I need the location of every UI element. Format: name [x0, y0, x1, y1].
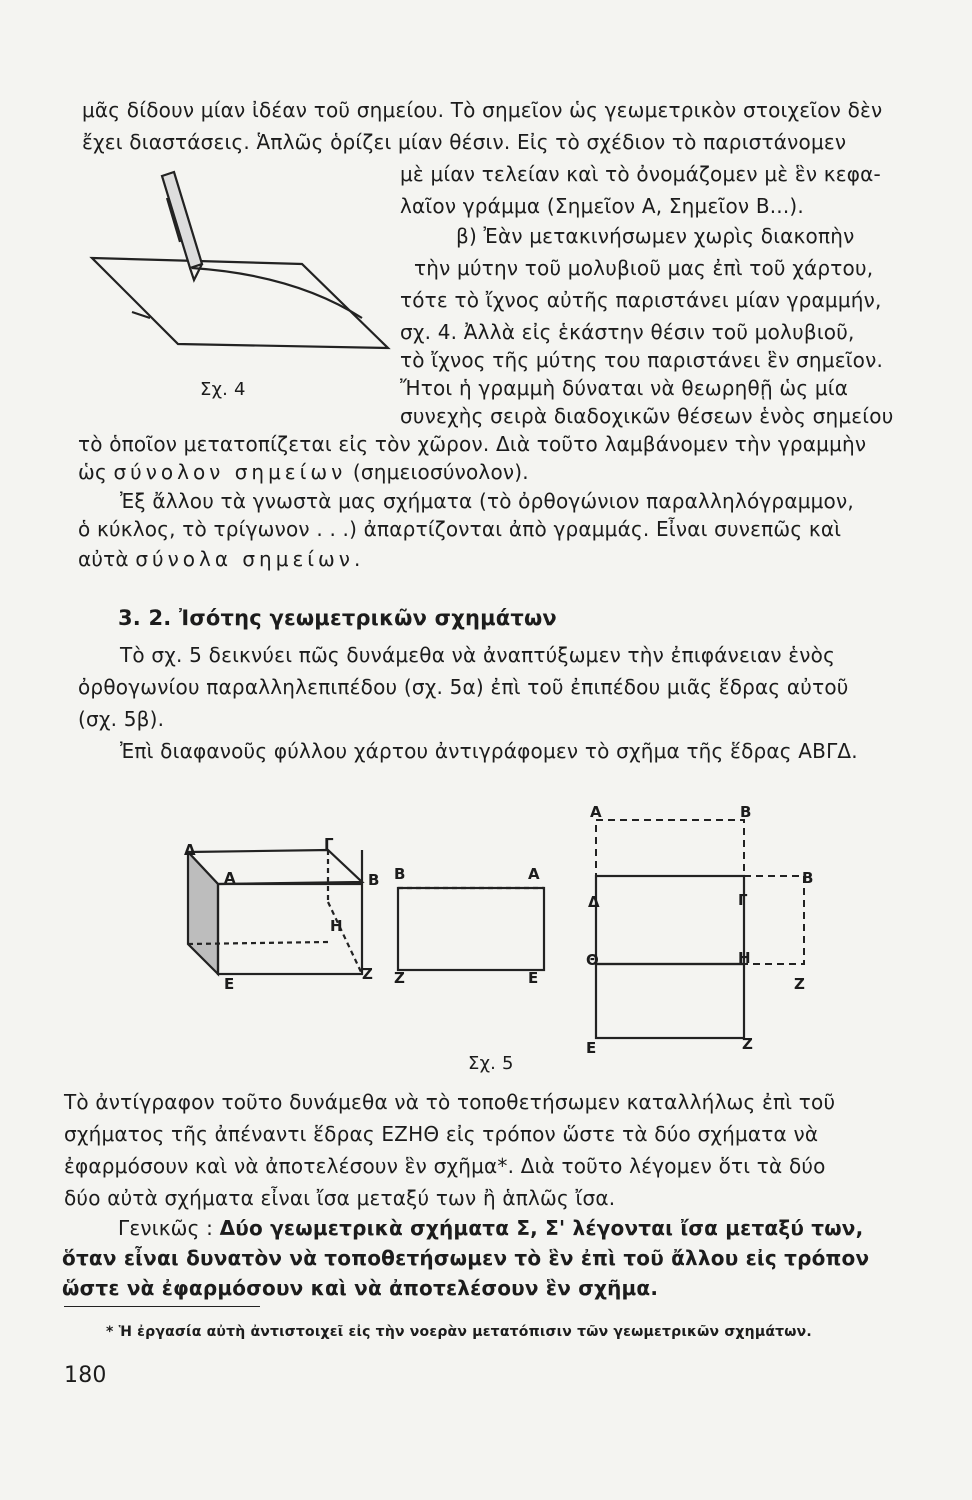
text-line: Τὸ σχ. 5 δεικνύει πῶς δυνάμεθα νὰ ἀναπτύξωμεν τὴν ἐπιφάνειαν ἑνὸς	[120, 643, 836, 667]
text-line: μᾶς δίδουν μίαν ἰδέαν τοῦ σημείου. Τὸ σημεῖον ὡς γεωμετρικὸν στοιχεῖον δὲν	[82, 98, 883, 122]
text-line: μὲ μίαν τελείαν καὶ τὸ ὀνομάζομεν μὲ ἓν κεφα-	[400, 162, 881, 186]
vertex-label: Β	[368, 871, 380, 889]
vertex-label: Α	[224, 869, 236, 887]
vertex-label: Β	[394, 865, 406, 883]
pencil-drawing-line-icon	[92, 168, 392, 368]
vertex-label: Β	[740, 803, 752, 821]
vertex-label: Ζ	[794, 975, 805, 993]
vertex-label: Γ	[738, 891, 748, 909]
text-line: λαῖον γράμμα (Σημεῖον Α, Σημεῖον Β...).	[400, 194, 804, 218]
text-line: τὴν μύτην τοῦ μολυβιοῦ μας ἐπὶ τοῦ χάρτου,	[414, 256, 874, 280]
text-line: ὀρθογωνίου παραλληλεπιπέδου (σχ. 5α) ἐπὶ τοῦ ἐπιπέδου μιᾶς ἕδρας αὐτοῦ	[78, 675, 849, 699]
spaced-term: σύνολον σημείων	[113, 460, 347, 484]
definition-line	[118, 1214, 863, 1242]
vertex-label: Ζ	[394, 969, 405, 987]
figure-5-caption: Σχ. 5	[468, 1053, 514, 1074]
vertex-label: Ε	[224, 975, 235, 993]
text-line: ὁ κύκλος, τὸ τρίγωνον . . .) ἀπαρτίζονται ἀπὸ γραμμάς. Εἶναι συνεπῶς καὶ	[78, 517, 842, 541]
text-line: (σχ. 5β).	[78, 707, 165, 731]
definition-text: Δύο γεωμετρικὰ σχήματα Σ, Σ' λέγονται ἴσα μεταξύ των,	[219, 1216, 864, 1240]
footnote-rule	[64, 1306, 260, 1307]
cuboid-net-figure-5b	[586, 818, 816, 1048]
vertex-label: Ε	[586, 1039, 597, 1057]
section-title: Ἰσότης γεωμετρικῶν σχημάτων	[179, 606, 557, 630]
face-strip-figure-5b	[396, 880, 546, 972]
vertex-label: Δ	[184, 841, 196, 859]
vertex-label: Α	[528, 865, 540, 883]
text-line: τὸ ὁποῖον μετατοπίζεται εἰς τὸν χῶρον. Διὰ τοῦτο λαμβάνομεν τὴν γραμμὴν	[78, 432, 867, 456]
definition-line: ὅταν εἶναι δυνατὸν νὰ τοποθετήσωμεν τὸ ἓν ἐπὶ τοῦ ἄλλου εἰς τρόπον	[62, 1246, 870, 1270]
vertex-label: Θ	[586, 951, 599, 969]
text-line	[78, 458, 529, 486]
vertex-label: Ζ	[742, 1035, 753, 1053]
vertex-label: Δ	[588, 893, 600, 911]
text-line: ἐφαρμόσουν καὶ νὰ ἀποτελέσουν ἓν σχῆμα*. Διὰ τοῦτο λέγομεν ὅτι τὰ δύο	[64, 1154, 826, 1178]
section-heading	[118, 604, 557, 632]
text-line: Τὸ ἀντίγραφον τοῦτο δυνάμεθα νὰ τὸ τοποθετήσωμεν καταλλήλως ἐπὶ τοῦ	[64, 1090, 836, 1114]
text-line: δύο αὐτὰ σχήματα εἶναι ἴσα μεταξύ των ἢ ἁπλῶς ἴσα.	[64, 1186, 616, 1210]
text-line: Ἤτοι ἡ γραμμὴ δύναται νὰ θεωρηθῇ ὡς μία	[400, 376, 849, 400]
vertex-label: Η	[738, 949, 751, 967]
cuboid-figure-5a	[170, 840, 390, 993]
text-line: σχήματος τῆς ἀπέναντι ἕδρας ΕΖΗΘ εἰς τρόπον ὥστε τὰ δύο σχήματα νὰ	[64, 1122, 819, 1146]
text-line: Ἐπὶ διαφανοῦς φύλλου χάρτου ἀντιγράφομεν τὸ σχῆμα τῆς ἕδρας ΑΒΓΔ.	[120, 739, 858, 763]
text-line: σχ. 4. Ἀλλὰ εἰς ἑκάστην θέσιν τοῦ μολυβιοῦ,	[400, 320, 855, 344]
definition-lead: Γενικῶς :	[118, 1216, 214, 1240]
section-number: 3. 2.	[118, 606, 172, 630]
text-fragment: αὐτὰ	[78, 547, 129, 571]
vertex-label: Ε	[528, 969, 539, 987]
definition-line: ὥστε νὰ ἐφαρμόσουν καὶ νὰ ἀποτελέσουν ἓν σχῆμα.	[62, 1276, 659, 1300]
vertex-label: Γ	[324, 835, 334, 853]
vertex-label: Ζ	[362, 965, 373, 983]
vertex-label: Β	[802, 869, 814, 887]
figure-4-caption: Σχ. 4	[200, 379, 246, 400]
text-line: β) Ἐὰν μετακινήσωμεν χωρὶς διακοπὴν	[456, 224, 855, 248]
text-line: συνεχὴς σειρὰ διαδοχικῶν θέσεων ἑνὸς σημείου	[400, 404, 894, 428]
footnote: * Ἡ ἐργασία αὐτὴ ἀντιστοιχεῖ εἰς τὴν νοερὰν μετατόπισιν τῶν γεωμετρικῶν σχημάτων.	[106, 1324, 812, 1340]
text-line: Ἐξ ἄλλου τὰ γνωστὰ μας σχήματα (τὸ ὀρθογώνιον παραλληλόγραμμον,	[120, 489, 854, 513]
text-line: τὸ ἴχνος τῆς μύτης του παριστάνει ἓν σημεῖον.	[400, 348, 884, 372]
vertex-label: Α	[590, 803, 602, 821]
text-line	[78, 545, 364, 573]
vertex-label: Η	[330, 917, 343, 935]
text-line: ἔχει διαστάσεις. Ἁπλῶς ὁρίζει μίαν θέσιν. Εἰς τὸ σχέδιον τὸ παριστάνομεν	[82, 130, 847, 154]
text-fragment: (σημειοσύνολον).	[352, 460, 529, 484]
text-fragment: ὡς	[78, 460, 107, 484]
spaced-term: σύνολα σημείων.	[135, 547, 365, 571]
page-number: 180	[64, 1363, 107, 1388]
text-line: τότε τὸ ἴχνος αὐτῆς παριστάνει μίαν γραμμήν,	[400, 288, 882, 312]
